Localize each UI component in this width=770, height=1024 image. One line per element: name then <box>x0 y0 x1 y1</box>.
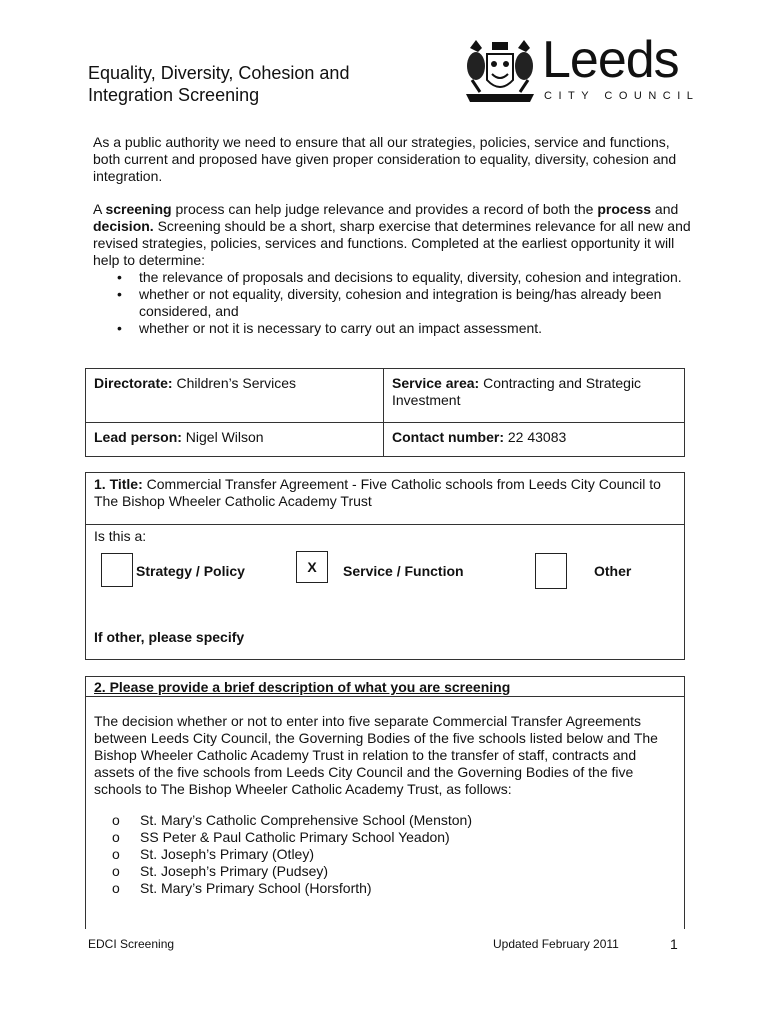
coat-of-arms-icon <box>462 36 538 106</box>
lead-person-value: Nigel Wilson <box>181 429 264 445</box>
list-item: • whether or not it is necessary to carry out an impact assessment. <box>139 320 693 337</box>
section-2-description <box>85 676 685 929</box>
page-title <box>88 62 349 106</box>
directorate-cell <box>86 369 384 423</box>
p2-decision: decision. <box>93 218 154 234</box>
p2-d: Screening should be a short, sharp exercise that determines relevance for all new and revised strategies, policies, services and functions. Completed at the earliest opportunity it will help to determine: <box>93 218 691 268</box>
other-label: Other <box>594 563 632 579</box>
p2-a: A <box>93 201 106 217</box>
leeds-logo <box>462 31 702 106</box>
service-area-value: Contracting and Strategic Investment <box>392 375 642 408</box>
lead-person-cell <box>86 423 384 457</box>
list-item: o St. Mary’s Primary School (Horsforth) <box>140 880 676 897</box>
is-this-a-label: Is this a: <box>94 528 147 544</box>
list-item: o SS Peter & Paul Catholic Primary School Yeadon) <box>140 829 676 846</box>
section-1-title-label: 1. Title: <box>94 476 143 492</box>
section-1-title <box>85 472 685 660</box>
p2-screening: screening <box>105 201 172 217</box>
page-number: 1 <box>670 936 678 952</box>
if-other-specify-label: If other, please specify <box>94 629 245 645</box>
service-area-cell <box>384 369 685 423</box>
intro-text-1: As a public authority we need to ensure that all our strategies, policies, service and functions, both current and proposed have given proper consideration to equality, diversity, cohesion and integration. <box>93 134 677 184</box>
contact-number-cell <box>384 423 685 457</box>
page-title-line1: Equality, Diversity, Cohesion and <box>88 63 350 83</box>
p2-b: process can help judge relevance and provides a record of both the <box>171 201 598 217</box>
section-1-type-area <box>86 525 684 645</box>
contact-number-label: Contact number: <box>392 429 504 445</box>
intro-text-2 <box>93 201 693 269</box>
schools-list <box>94 812 676 897</box>
list-item: o St. Joseph’s Primary (Pudsey) <box>140 863 676 880</box>
section-2-heading: 2. Please provide a brief description of what you are screening <box>94 679 511 695</box>
section-1-title-value: Commercial Transfer Agreement - Five Catholic schools from Leeds City Council to The Bishop Wheeler Catholic Academy Trust <box>94 476 661 509</box>
list-item: • the relevance of proposals and decisions to equality, diversity, cohesion and integration. <box>139 269 693 286</box>
section-2-body <box>86 697 684 897</box>
footer-left: EDCI Screening <box>88 937 175 951</box>
directorate-label: Directorate: <box>94 375 173 391</box>
service-area-label: Service area: <box>392 375 480 391</box>
list-item: o St. Mary’s Catholic Comprehensive School (Menston) <box>140 812 676 829</box>
intro-paragraph-2 <box>93 201 693 337</box>
page-title-line2: Integration Screening <box>88 85 260 105</box>
contact-number-value: 22 43083 <box>504 429 567 445</box>
service-function-label: Service / Function <box>343 563 464 579</box>
p2-process: process <box>597 201 652 217</box>
intro-paragraph-1 <box>93 134 693 185</box>
footer-updated: Updated February 2011 <box>493 937 619 951</box>
logo-wordmark: Leeds <box>542 31 679 89</box>
list-item: o St. Joseph’s Primary (Otley) <box>140 846 676 863</box>
list-item: • whether or not equality, diversity, cohesion and integration is being/has already been considered, and <box>139 286 693 320</box>
directorate-value: Children’s Services <box>172 375 297 391</box>
logo-subtitle: CITY COUNCIL <box>544 90 700 102</box>
strategy-policy-checkbox[interactable] <box>101 553 133 587</box>
section-2-text: The decision whether or not to enter into five separate Commercial Transfer Agreements between Leeds City Council, the Governing Bodies of the five schools listed below and The Bishop Wheeler Catholic Academy Trust in relation to the transfer of staff, contracts and assets of the five schools from Leeds City Council and the Governing Bodies of the five schools to The Bishop Wheeler Catholic Academy Trust, as follows: <box>94 713 658 797</box>
service-function-checkbox[interactable]: X <box>296 551 328 583</box>
p2-c: and <box>651 201 679 217</box>
intro-bullet-list <box>93 269 693 337</box>
section-1-title-row <box>86 473 684 525</box>
strategy-policy-label: Strategy / Policy <box>136 563 245 579</box>
section-2-heading-row <box>86 677 684 697</box>
details-table <box>85 368 685 457</box>
other-checkbox[interactable] <box>535 553 567 589</box>
lead-person-label: Lead person: <box>94 429 182 445</box>
